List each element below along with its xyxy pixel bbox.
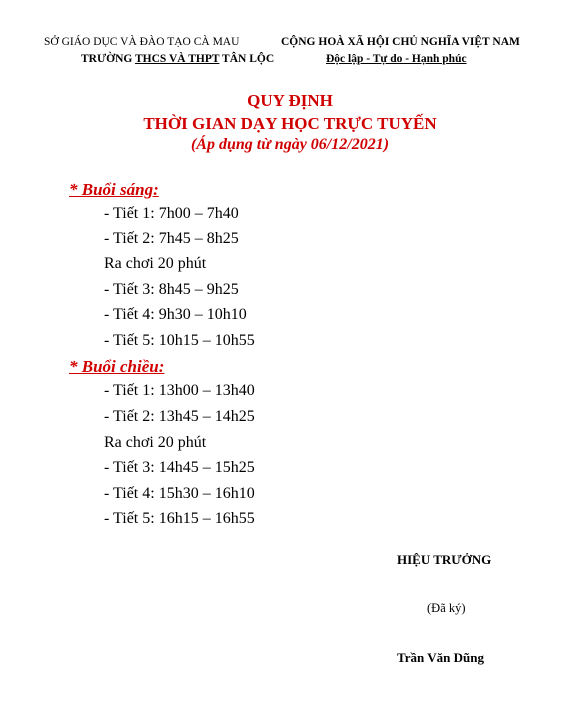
morning-item: - Tiết 2: 7h45 – 8h25 — [104, 230, 239, 247]
national-motto: Độc lập - Tự do - Hạnh phúc — [326, 53, 467, 65]
afternoon-item: - Tiết 1: 13h00 – 13h40 — [104, 382, 255, 399]
morning-item: - Tiết 3: 8h45 – 9h25 — [104, 281, 239, 298]
school-name — [81, 53, 274, 65]
morning-item: - Tiết 1: 7h00 – 7h40 — [104, 205, 239, 222]
afternoon-item: - Tiết 2: 13h45 – 14h25 — [104, 408, 255, 425]
morning-item: - Tiết 5: 10h15 – 10h55 — [104, 332, 255, 349]
national-title: CỘNG HOÀ XÃ HỘI CHỦ NGHĨA VIỆT NAM — [281, 36, 520, 48]
doc-title: QUY ĐỊNH — [247, 91, 333, 110]
signer-title: HIỆU TRƯỞNG — [397, 552, 492, 567]
school-name-suffix: TÂN LỘC — [219, 53, 275, 65]
afternoon-session-label: * Buổi chiều: — [69, 357, 165, 376]
morning-item: - Tiết 4: 9h30 – 10h10 — [104, 306, 247, 323]
afternoon-item: - Tiết 3: 14h45 – 15h25 — [104, 459, 255, 476]
afternoon-break: Ra chơi 20 phút — [104, 434, 207, 451]
doc-effective-date: (Áp dụng từ ngày 06/12/2021) — [190, 136, 390, 153]
department-name: SỞ GIÁO DỤC VÀ ĐÀO TẠO CÀ MAU — [44, 36, 240, 48]
school-name-underlined: THCS VÀ THPT — [135, 53, 220, 65]
morning-break: Ra chơi 20 phút — [104, 255, 207, 272]
signed-status: (Đã ký) — [427, 601, 466, 615]
afternoon-item: - Tiết 5: 16h15 – 16h55 — [104, 510, 255, 527]
school-name-prefix: TRƯỜNG — [81, 53, 135, 65]
signer-name: Trần Văn Dũng — [397, 650, 484, 665]
doc-subtitle: THỜI GIAN DẠY HỌC TRỰC TUYẾN — [143, 114, 437, 133]
morning-session-label: * Buổi sáng: — [69, 180, 159, 199]
afternoon-item: - Tiết 4: 15h30 – 16h10 — [104, 485, 255, 502]
